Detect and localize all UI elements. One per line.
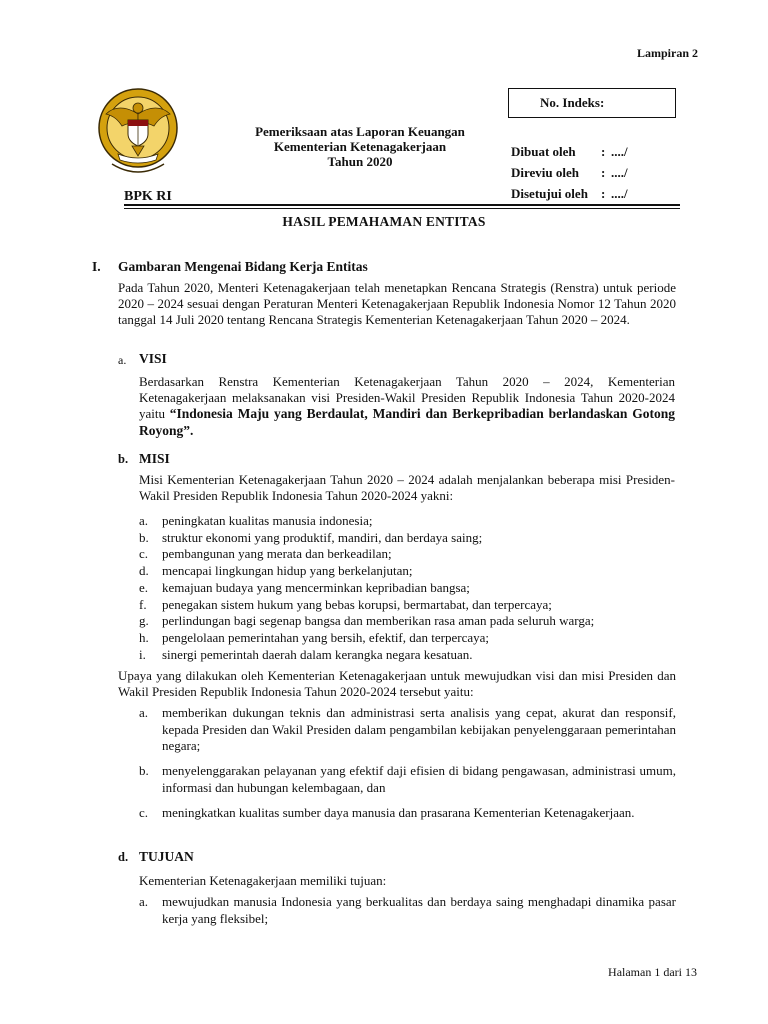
subsection-title-misi: MISI xyxy=(139,451,170,466)
subsection-title-visi: VISI xyxy=(139,351,167,366)
attachment-label: Lampiran 2 xyxy=(636,46,698,60)
document-heading: HASIL PEMAHAMAN ENTITAS xyxy=(282,214,486,229)
list-item-letter: c. xyxy=(139,804,149,820)
meta-row-created xyxy=(511,141,628,162)
list-item-text: pengelolaan pemerintahan yang bersih, efektif, dan terpercaya; xyxy=(162,629,490,645)
visi-text: Berdasarkan Renstra Kementerian Ketenagakerjaan Tahun 2020 – 2024, Kementerian Ketenagakerjaan melaksanakan visi Presiden-Wakil Presiden Republik Indonesia Tahun 2020-2024 yaitu xyxy=(139,374,675,422)
list-item xyxy=(139,530,676,547)
meta-separator: : xyxy=(601,144,606,159)
visi-paragraph xyxy=(139,374,675,439)
list-item-letter: e. xyxy=(139,579,149,595)
list-item-letter: b. xyxy=(139,529,149,545)
list-item xyxy=(139,580,676,597)
list-item xyxy=(139,613,676,630)
report-title-line: Pemeriksaan atas Laporan Keuangan xyxy=(255,124,465,139)
meta-row-approved xyxy=(511,183,628,204)
list-item-letter: b. xyxy=(139,763,149,779)
list-item-text: mewujudkan manusia Indonesia yang berkualitas dan berdaya saing menghadapi dinamika pasar kerja yang fleksibel; xyxy=(162,894,676,926)
list-item-text: sinergi pemerintah daerah dalam kerangka negara kesatuan. xyxy=(162,646,473,662)
page-number: Halaman 1 dari 13 xyxy=(608,965,697,979)
list-item-letter: c. xyxy=(139,546,149,562)
header-divider-thin xyxy=(124,208,680,209)
list-item-text: pembangunan yang merata dan berkeadilan; xyxy=(162,546,392,562)
list-item-letter: i. xyxy=(139,646,146,662)
section-title: Gambaran Mengenai Bidang Kerja Entitas xyxy=(118,259,368,274)
list-item-text: mencapai lingkungan hidup yang berkelanjutan; xyxy=(162,563,413,579)
subsection-title-tujuan: TUJUAN xyxy=(139,849,194,864)
tujuan-list xyxy=(139,894,676,927)
list-item xyxy=(139,705,676,755)
list-item-text: struktur ekonomi yang produktif, mandiri, dan berdaya saing; xyxy=(162,529,483,545)
bpk-emblem-logo xyxy=(96,84,180,184)
list-item xyxy=(139,805,676,822)
subsection-letter-tujuan: d. xyxy=(118,850,129,864)
list-item xyxy=(139,894,676,927)
approval-meta-table xyxy=(511,141,628,204)
subsection-letter-visi: a. xyxy=(118,353,127,367)
list-item-text: perlindungan bagi segenap bangsa dan memberikan rasa aman pada seluruh warga; xyxy=(162,613,595,629)
list-item-text: penegakan sistem hukum yang bebas korupsi, bermartabat, dan terpercaya; xyxy=(162,596,552,612)
meta-key: Direviu oleh xyxy=(511,165,580,180)
list-item-text: memberikan dukungan teknis dan administrasi serta analisis yang cepat, akurat dan responsif, kepada Presiden dan Wakil Presiden dalam pengambilan kebijakan penyelenggaraan pemerintahan negara; xyxy=(162,705,676,754)
index-number-label: No. Indeks: xyxy=(540,95,605,110)
list-item-letter: a. xyxy=(139,705,149,720)
list-item xyxy=(139,546,676,563)
meta-key: Dibuat oleh xyxy=(511,144,576,159)
section-intro-paragraph: Pada Tahun 2020, Menteri Ketenagakerjaan telah menetapkan Rencana Strategis (Renstra) untuk periode 2020 – 2024 sesuai dengan Peraturan Menteri Ketenagakerjaan Republik Indonesia Nomor 12 Tahun 2020 tanggal 14 Juli 2020 tentang Rencana Strategis Kementerian Ketenagakerjaan Tahun 2020 – 2024. xyxy=(118,280,676,328)
meta-separator: : xyxy=(601,186,606,201)
list-item xyxy=(139,513,676,530)
meta-separator: : xyxy=(601,165,606,180)
list-item-letter: d. xyxy=(139,563,149,579)
meta-value: ..../ xyxy=(611,186,628,201)
index-number-box xyxy=(508,88,676,118)
list-item-text: peningkatan kualitas manusia indonesia; xyxy=(162,513,373,528)
report-title-line: Kementerian Ketenagakerjaan xyxy=(273,139,447,154)
list-item-letter: g. xyxy=(139,613,149,629)
report-title xyxy=(200,124,520,169)
list-item-text: meningkatkan kualitas sumber daya manusia dan prasarana Kementerian Ketenagakerjaan. xyxy=(162,804,635,820)
list-item-text: kemajuan budaya yang mencerminkan kepribadian bangsa; xyxy=(162,579,470,595)
meta-row-reviewed xyxy=(511,162,628,183)
visi-quote: “Indonesia Maju yang Berdaulat, Mandiri dan Berkepribadian berlandaskan Gotong Royong”. xyxy=(139,406,675,438)
upaya-list xyxy=(139,705,676,829)
meta-value: ..../ xyxy=(611,144,628,159)
logo-caption: BPK RI xyxy=(124,189,172,204)
list-item-letter: a. xyxy=(139,894,149,909)
list-item xyxy=(139,647,676,664)
report-title-line: Tahun 2020 xyxy=(327,154,393,169)
list-item xyxy=(139,630,676,647)
list-item-letter: f. xyxy=(139,596,147,612)
section-number: I. xyxy=(92,259,101,274)
list-item-text: menyelenggarakan pelayanan yang efektif daji efisien di bidang pengawasan, administrasi umum, informasi dan hubungan kelembagaan, dan xyxy=(162,763,676,795)
list-item-letter: a. xyxy=(139,513,149,528)
meta-value: ..../ xyxy=(611,165,628,180)
upaya-intro-paragraph: Upaya yang dilakukan oleh Kementerian Ketenagakerjaan untuk mewujudkan visi dan misi Presiden dan Wakil Presiden Republik Indonesia Tahun 2020-2024 tersebut yaitu: xyxy=(118,668,676,700)
list-item xyxy=(139,763,676,796)
list-item xyxy=(139,563,676,580)
list-item-letter: h. xyxy=(139,629,149,645)
meta-key: Disetujui oleh xyxy=(511,186,588,201)
subsection-letter-misi: b. xyxy=(118,452,129,466)
list-item xyxy=(139,597,676,614)
tujuan-intro-paragraph: Kementerian Ketenagakerjaan memiliki tujuan: xyxy=(139,873,387,888)
header-divider-thick xyxy=(124,204,680,206)
misi-intro-paragraph: Misi Kementerian Ketenagakerjaan Tahun 2020 – 2024 adalah menjalankan beberapa misi Presiden-Wakil Presiden Republik Indonesia Tahun 2020-2024 yakni: xyxy=(139,472,675,504)
misi-list xyxy=(139,513,676,663)
